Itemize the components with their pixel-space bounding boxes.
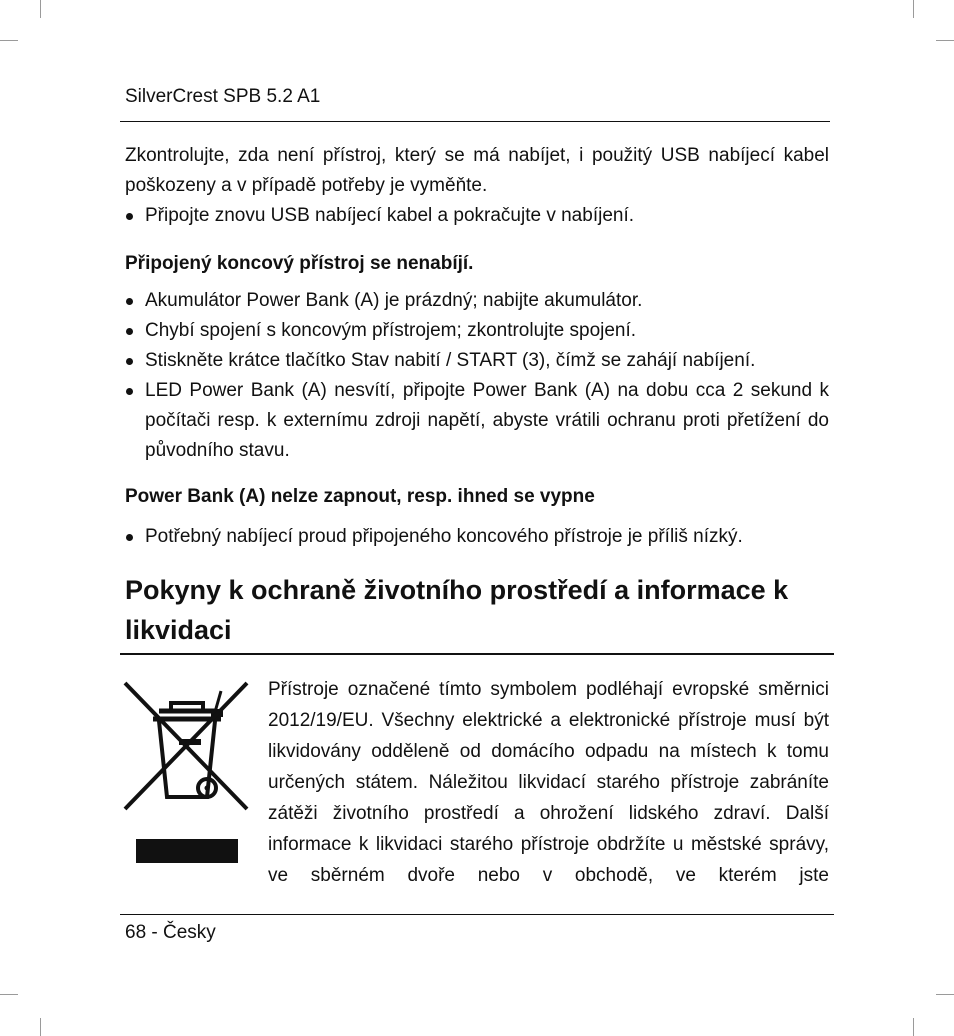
list-item: Stiskněte krátce tlačítko Stav nabití / START (3), čímž se zahájí nabíjení. bbox=[125, 346, 829, 376]
list-item: Chybí spojení s koncovým přístrojem; zkontrolujte spojení. bbox=[125, 316, 829, 346]
section2-bullet-list bbox=[125, 522, 829, 552]
section-heading: Power Bank (A) nelze zapnout, resp. ihned se vypne bbox=[125, 486, 595, 507]
section-title: Pokyny k ochraně životního prostředí a informace k likvidaci bbox=[125, 575, 789, 645]
crop-mark bbox=[913, 1018, 914, 1036]
list-item: LED Power Bank (A) nesvítí, připojte Power Bank (A) na dobu cca 2 sekund k počítači resp. k externímu zdroji napětí, abyste vrátili ochranu proti přetížení do původního stavu. bbox=[125, 376, 829, 466]
crop-mark bbox=[913, 0, 914, 18]
crop-mark bbox=[936, 994, 954, 995]
intro-block bbox=[125, 141, 829, 231]
crop-mark bbox=[0, 40, 18, 41]
footer-rule bbox=[120, 914, 834, 915]
intro-paragraph: Zkontrolujte, zda není přístroj, který se má nabíjet, i použitý USB nabíjecí kabel poškozeny a v případě potřeby je vyměňte. bbox=[125, 145, 829, 196]
crop-mark bbox=[40, 1018, 41, 1036]
section1-block bbox=[125, 286, 829, 466]
section1-bullet-list bbox=[125, 286, 829, 466]
section-title-rule bbox=[120, 653, 834, 655]
disposal-paragraph: Přístroje označené tímto symbolem podléhají evropské směrnici 2012/19/EU. Všechny elektrické a elektronické přístroje musí být likvidovány odděleně od domácího odpadu na místech k tomu určených státem. Náležitou likvidací starého přístroje zabráníte zátěži životního prostředí a ohrožení lidského zdraví. Další informace k likvidaci starého přístroje obdržíte u městské správy, ve sběrném dvoře nebo v obchodě, ve kterém jste bbox=[268, 679, 829, 886]
intro-bullet-list bbox=[125, 201, 829, 231]
crossed-out-wheelie-bin-icon bbox=[123, 681, 249, 865]
list-item: Potřebný nabíjecí proud připojeného koncového přístroje je příliš nízký. bbox=[125, 522, 829, 552]
list-item: Připojte znovu USB nabíjecí kabel a pokračujte v nabíjení. bbox=[125, 201, 829, 231]
running-header: SilverCrest SPB 5.2 A1 bbox=[125, 86, 321, 107]
page-number: 68 - Česky bbox=[125, 922, 216, 943]
section2-block bbox=[125, 522, 829, 552]
section-heading: Připojený koncový přístroj se nenabíjí. bbox=[125, 253, 474, 274]
header-rule bbox=[120, 121, 830, 122]
list-item: Akumulátor Power Bank (A) je prázdný; nabijte akumulátor. bbox=[125, 286, 829, 316]
crop-mark bbox=[0, 994, 18, 995]
crop-mark bbox=[40, 0, 41, 18]
crop-mark bbox=[936, 40, 954, 41]
